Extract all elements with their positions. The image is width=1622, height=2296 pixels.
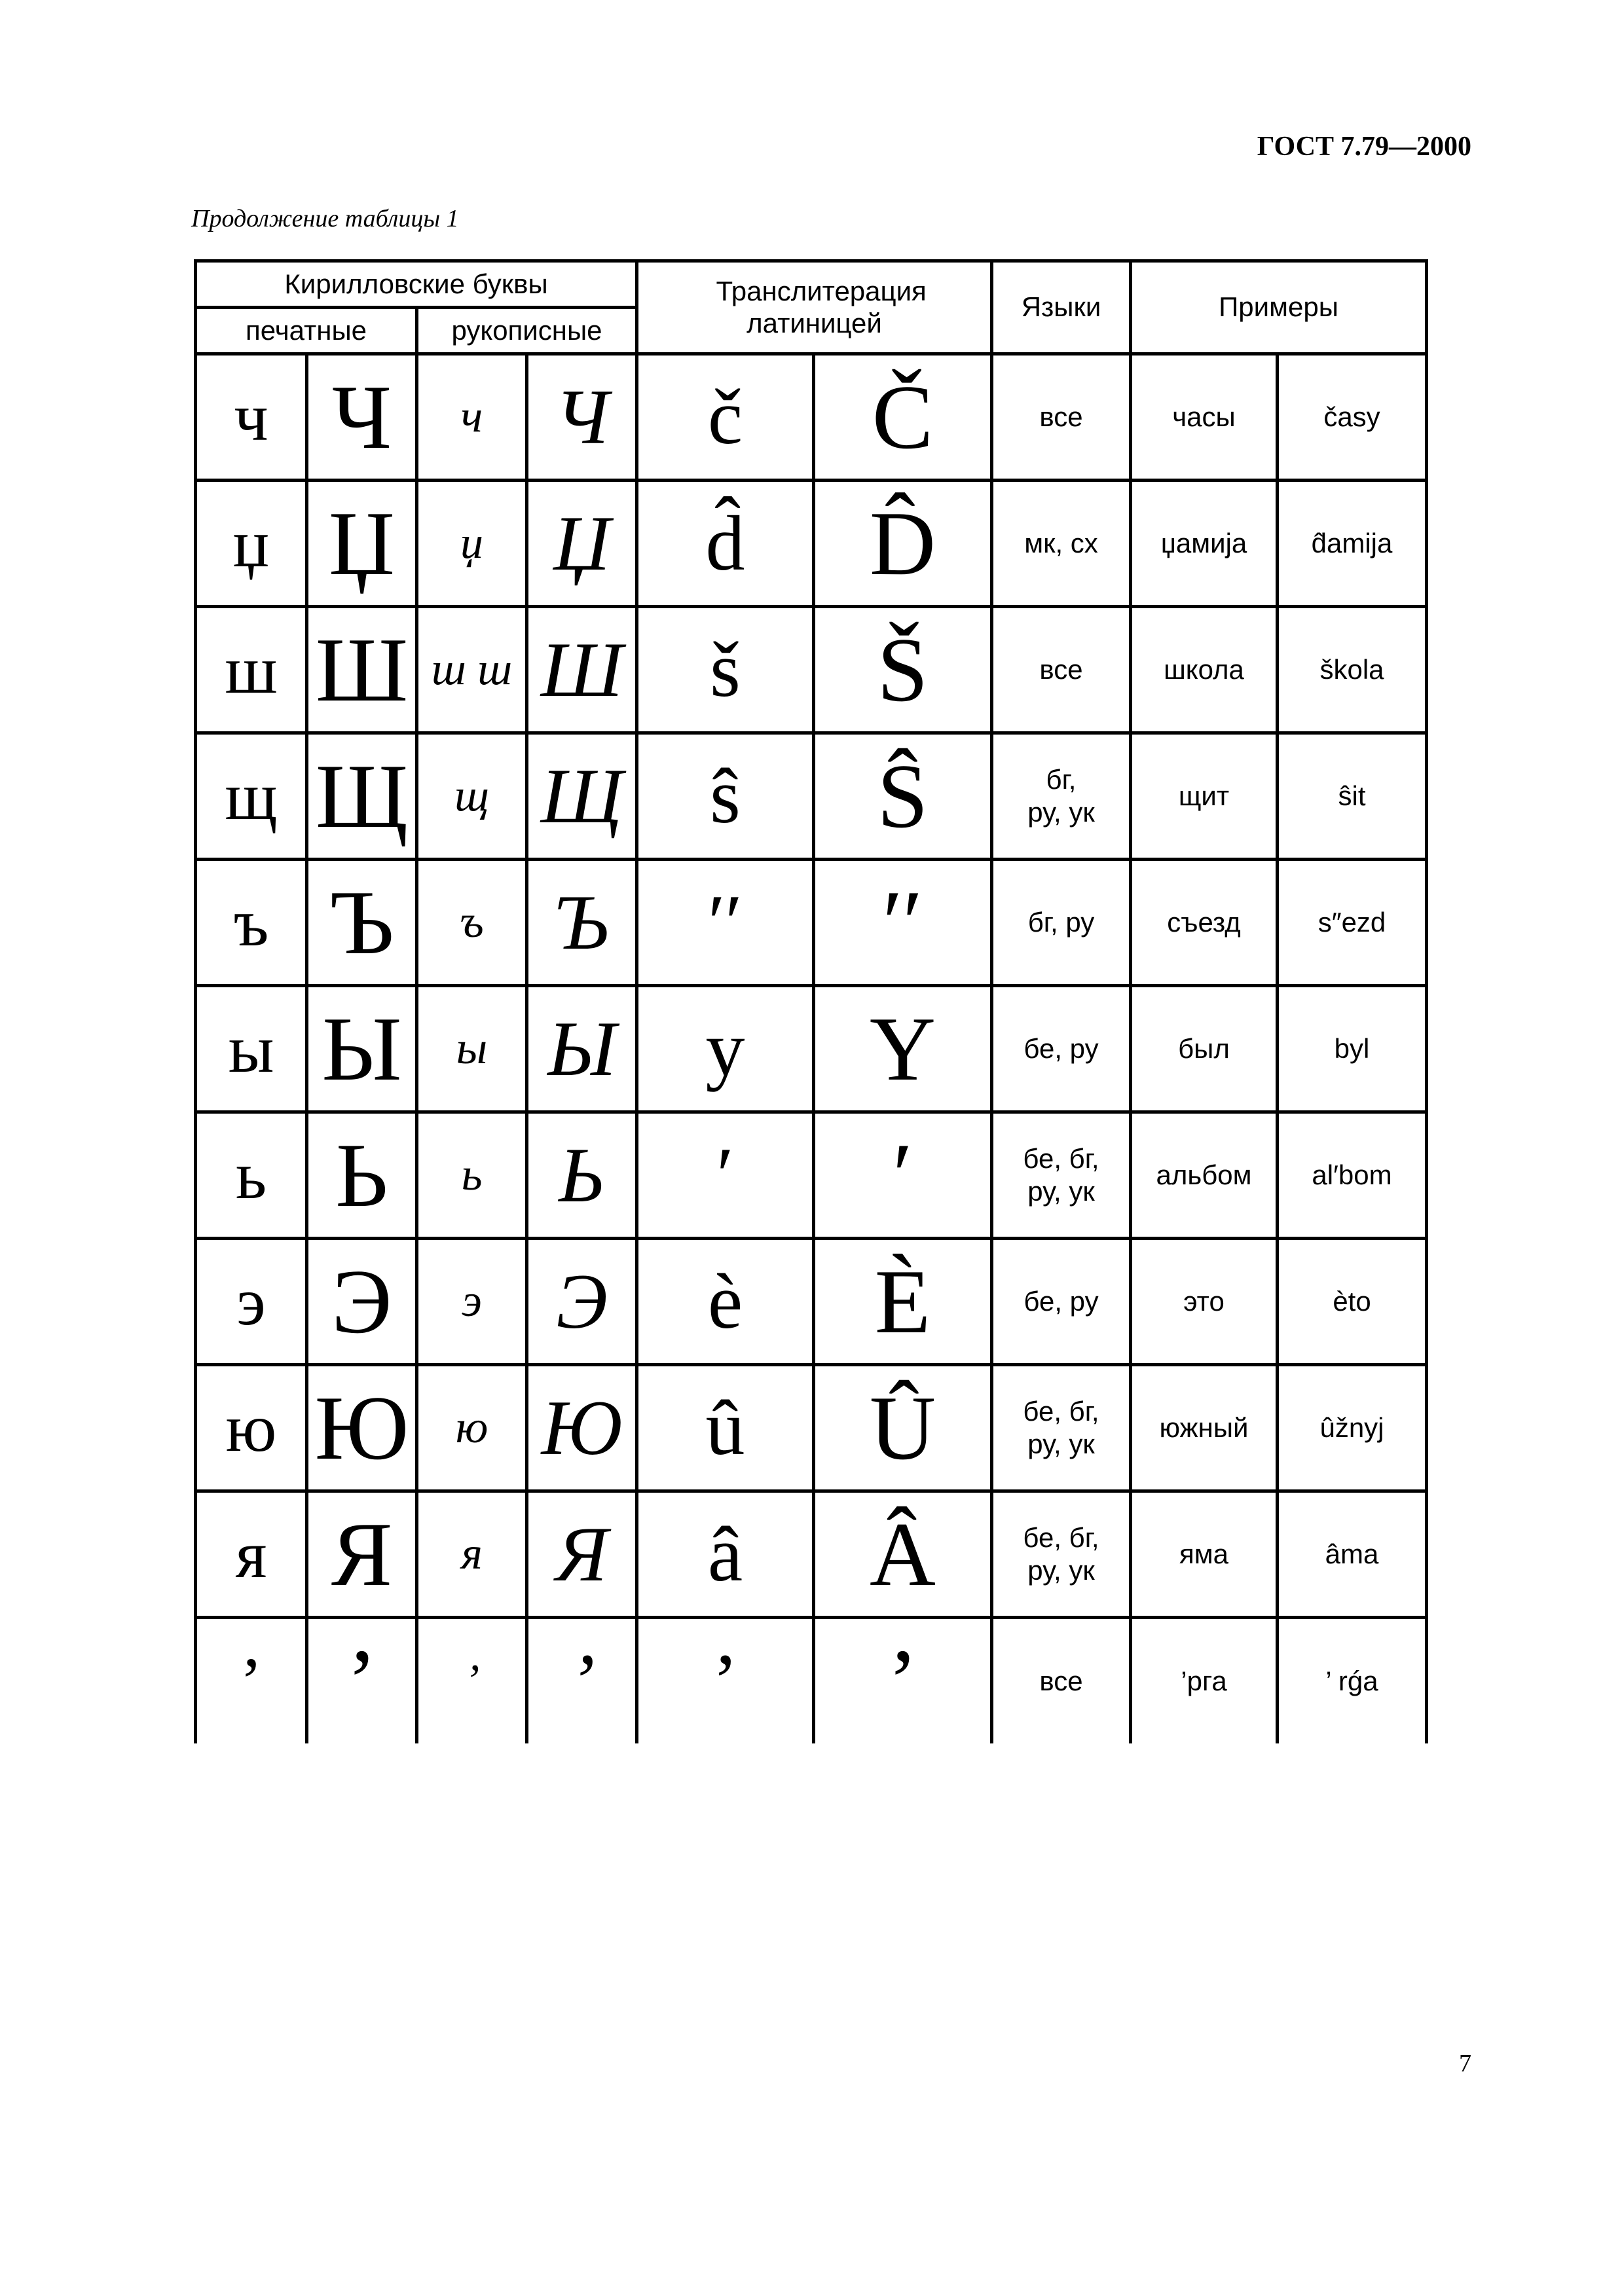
handwritten-lowercase: џ [417, 481, 527, 607]
latin-uppercase: Š [814, 607, 992, 733]
table-row [196, 354, 1427, 481]
latin-lowercase: ′ [637, 1112, 814, 1239]
languages-cell: все [992, 607, 1131, 733]
handwritten-lowercase: я [417, 1491, 527, 1618]
header-languages: Языки [992, 261, 1131, 354]
languages-cell: мк, сх [992, 481, 1131, 607]
printed-lowercase: ш [196, 607, 307, 733]
handwritten-lowercase: ю [417, 1365, 527, 1491]
printed-lowercase: ч [196, 354, 307, 481]
handwritten-lowercase: ь [417, 1112, 527, 1239]
latin-uppercase: Û [814, 1365, 992, 1491]
printed-uppercase: Э [307, 1239, 417, 1365]
printed-uppercase: Ъ [307, 860, 417, 986]
header-row-1 [196, 261, 1427, 308]
printed-uppercase: ’ [307, 1618, 417, 1744]
latin-lowercase: ŝ [637, 733, 814, 860]
latin-uppercase: Ŝ [814, 733, 992, 860]
header-transliteration-text: Транслитерация латиницей [716, 276, 927, 338]
table-row [196, 1112, 1427, 1239]
printed-uppercase: Ш [307, 607, 417, 733]
printed-uppercase: Ч [307, 354, 417, 481]
handwritten-uppercase: Ъ [527, 860, 637, 986]
latin-lowercase: y [637, 986, 814, 1112]
example-latin: ’ rǵa [1278, 1618, 1427, 1744]
example-latin: èto [1278, 1239, 1427, 1365]
table-row [196, 1491, 1427, 1618]
handwritten-lowercase: э [417, 1239, 527, 1365]
example-cyrillic: яма [1131, 1491, 1278, 1618]
table-row [196, 607, 1427, 733]
handwritten-uppercase: Ш [527, 607, 637, 733]
example-latin: d̂amija [1278, 481, 1427, 607]
latin-uppercase: ’ [814, 1618, 992, 1744]
example-cyrillic: џамија [1131, 481, 1278, 607]
example-cyrillic: южный [1131, 1365, 1278, 1491]
table-row [196, 1365, 1427, 1491]
handwritten-uppercase: Ы [527, 986, 637, 1112]
latin-lowercase: š [637, 607, 814, 733]
printed-lowercase: э [196, 1239, 307, 1365]
languages-cell: бг, ру, ук [992, 733, 1131, 860]
latin-uppercase: Č [814, 354, 992, 481]
header-printed: печатные [196, 308, 417, 354]
table-caption: Продолжение таблицы 1 [191, 205, 459, 232]
latin-uppercase: D̂ [814, 481, 992, 607]
handwritten-lowercase: ш ш [417, 607, 527, 733]
handwritten-uppercase: Щ [527, 733, 637, 860]
printed-uppercase: Џ [307, 481, 417, 607]
latin-uppercase: ′′ [814, 860, 992, 986]
example-cyrillic: был [1131, 986, 1278, 1112]
languages-cell: бе, ру [992, 986, 1131, 1112]
languages-cell: бе, ру [992, 1239, 1131, 1365]
handwritten-uppercase: Ч [527, 354, 637, 481]
example-latin: ûžnyj [1278, 1365, 1427, 1491]
handwritten-uppercase: Џ [527, 481, 637, 607]
printed-lowercase: ь [196, 1112, 307, 1239]
standard-header: ГОСТ 7.79—2000 [1257, 132, 1471, 162]
latin-lowercase: ′′ [637, 860, 814, 986]
latin-lowercase: d̂ [637, 481, 814, 607]
languages-cell: бе, бг, ру, ук [992, 1112, 1131, 1239]
latin-lowercase: ’ [637, 1618, 814, 1744]
handwritten-uppercase: ’ [527, 1618, 637, 1744]
handwritten-uppercase: Ь [527, 1112, 637, 1239]
example-cyrillic: щит [1131, 733, 1278, 860]
table-row [196, 986, 1427, 1112]
languages-cell: бе, бг, ру, ук [992, 1491, 1131, 1618]
table-row [196, 733, 1427, 860]
languages-cell: все [992, 1618, 1131, 1744]
handwritten-uppercase: Э [527, 1239, 637, 1365]
page-number: 7 [1459, 2050, 1471, 2077]
latin-uppercase: ′ [814, 1112, 992, 1239]
transliteration-table [194, 259, 1428, 1743]
latin-lowercase: è [637, 1239, 814, 1365]
printed-lowercase: ы [196, 986, 307, 1112]
handwritten-lowercase: щ [417, 733, 527, 860]
example-cyrillic: это [1131, 1239, 1278, 1365]
example-cyrillic: альбом [1131, 1112, 1278, 1239]
printed-lowercase: ’ [196, 1618, 307, 1744]
example-cyrillic: съезд [1131, 860, 1278, 986]
printed-lowercase: я [196, 1491, 307, 1618]
latin-lowercase: â [637, 1491, 814, 1618]
handwritten-lowercase: ъ [417, 860, 527, 986]
handwritten-lowercase: ч [417, 354, 527, 481]
latin-uppercase: Â [814, 1491, 992, 1618]
printed-uppercase: Щ [307, 733, 417, 860]
printed-lowercase: џ [196, 481, 307, 607]
languages-cell: все [992, 354, 1131, 481]
example-latin: ŝit [1278, 733, 1427, 860]
handwritten-lowercase: ы [417, 986, 527, 1112]
printed-uppercase: Ы [307, 986, 417, 1112]
table-row [196, 860, 1427, 986]
header-cyrillic: Кирилловские буквы [196, 261, 637, 308]
handwritten-uppercase: Я [527, 1491, 637, 1618]
latin-lowercase: û [637, 1365, 814, 1491]
example-cyrillic: школа [1131, 607, 1278, 733]
languages-cell: бе, бг, ру, ук [992, 1365, 1131, 1491]
latin-lowercase: č [637, 354, 814, 481]
printed-lowercase: щ [196, 733, 307, 860]
example-latin: al′bom [1278, 1112, 1427, 1239]
table-row [196, 1618, 1427, 1744]
printed-uppercase: Ь [307, 1112, 417, 1239]
printed-lowercase: ю [196, 1365, 307, 1491]
latin-uppercase: È [814, 1239, 992, 1365]
table-row [196, 1239, 1427, 1365]
languages-cell: бг, ру [992, 860, 1131, 986]
example-cyrillic: часы [1131, 354, 1278, 481]
handwritten-lowercase: ’ [417, 1618, 527, 1744]
example-latin: s″ezd [1278, 860, 1427, 986]
table-row [196, 481, 1427, 607]
header-handwritten: рукописные [417, 308, 637, 354]
example-latin: byl [1278, 986, 1427, 1112]
example-latin: časy [1278, 354, 1427, 481]
latin-uppercase: Y [814, 986, 992, 1112]
example-latin: škola [1278, 607, 1427, 733]
example-cyrillic: ’рга [1131, 1618, 1278, 1744]
header-examples: Примеры [1131, 261, 1427, 354]
header-transliteration [637, 261, 992, 354]
handwritten-uppercase: Ю [527, 1365, 637, 1491]
printed-uppercase: Ю [307, 1365, 417, 1491]
example-latin: âma [1278, 1491, 1427, 1618]
printed-uppercase: Я [307, 1491, 417, 1618]
printed-lowercase: ъ [196, 860, 307, 986]
